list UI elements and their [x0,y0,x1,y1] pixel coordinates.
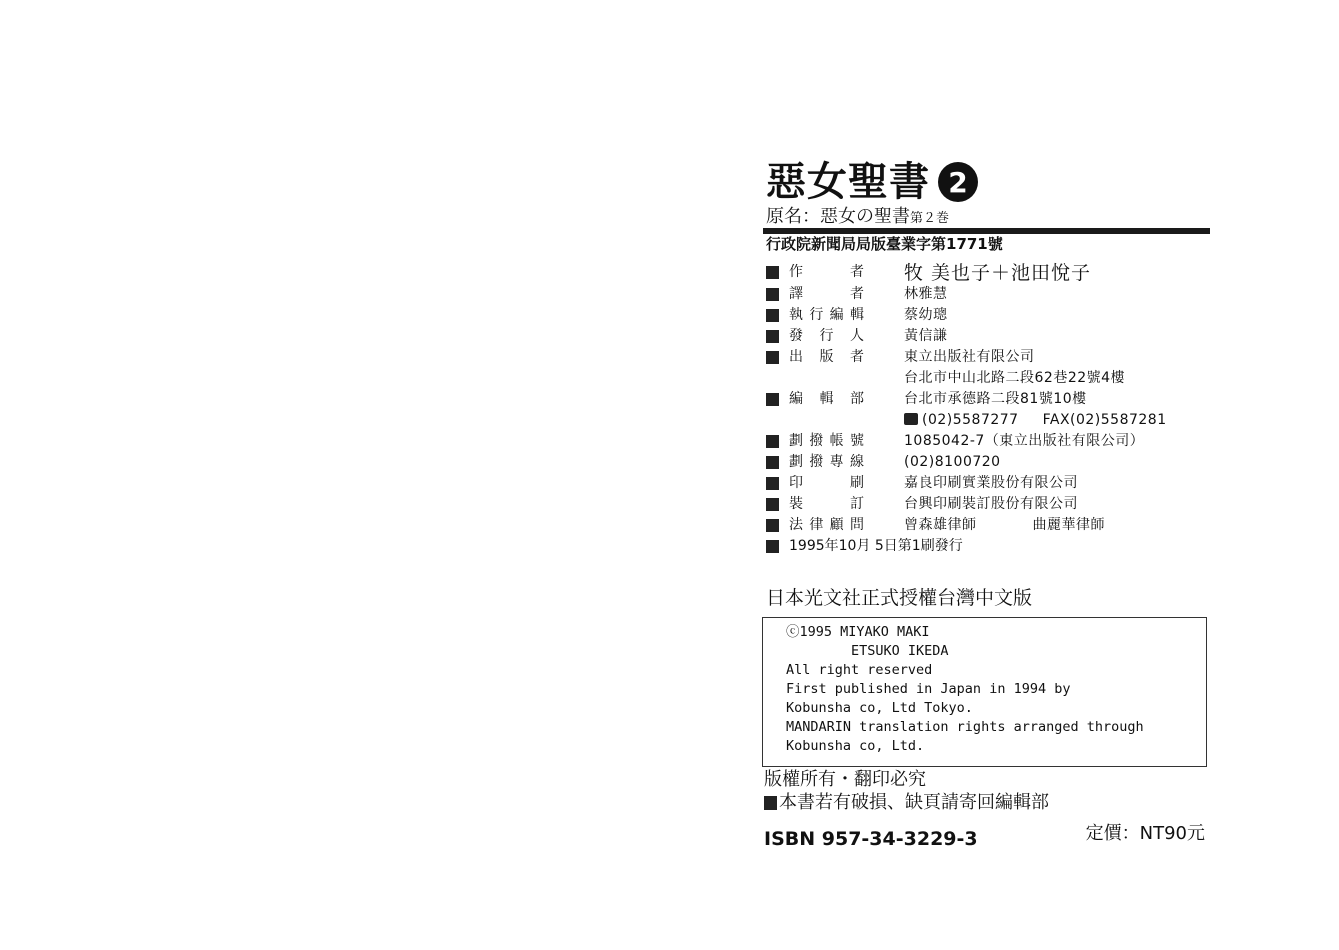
credit-row-legal-counsel [766,515,1211,536]
copyright-line: MANDARIN translation rights arranged through [786,719,1144,735]
first-print-date: 1995年10月 5日第1刷發行 [789,538,963,554]
credit-label: 執行編輯 [789,307,864,323]
credit-label: 印 刷 [789,475,864,491]
credit-value: 林雅慧 [904,286,948,302]
credit-value: 牧 美也子＋池田悅子 [904,262,1092,284]
bullet-square-icon [766,540,779,553]
lawyer-name: 曾森雄律師 [904,517,977,533]
isbn: ISBN 957-34-3229-3 [764,828,978,850]
credit-row-publisher-person [766,326,1211,347]
credit-value: 黃信謙 [904,328,948,344]
damage-notice-text: 本書若有破損、缺頁請寄回編輯部 [779,792,1049,813]
original-label: 原名： [766,206,820,227]
credit-value: 1085042-7（東立出版社有限公司） [904,433,1145,449]
bullet-square-icon [766,266,779,279]
credit-label: 作 者 [789,264,864,280]
original-volume: 第２巻 [910,211,950,226]
credit-label: 法律顧問 [789,517,864,533]
credit-label: 出版者 [789,349,864,365]
credit-row-executive-editor [766,305,1211,326]
authorization-statement: 日本光文社正式授權台灣中文版 [766,587,1033,609]
bullet-square-icon [766,477,779,490]
credit-row-printing [766,473,1211,494]
credit-value: 嘉良印刷實業股份有限公司 [904,475,1078,491]
credit-row-publisher [766,347,1211,389]
volume-badge: 2 [938,162,978,202]
credit-value: (02)8100720 [904,454,1001,470]
bullet-square-icon [764,796,777,810]
contact-line [904,410,1211,431]
bullet-square-icon [766,435,779,448]
phone-number: (02)5587277 [922,412,1019,428]
bullet-square-icon [766,498,779,511]
bullet-square-icon [766,393,779,406]
credit-label: 劃撥帳號 [789,433,864,449]
bullet-square-icon [766,351,779,364]
editorial-address: 台北市承德路二段81號10樓 [904,391,1087,407]
copyright-line: All right reserved [786,662,933,678]
credit-value: 台興印刷裝訂股份有限公司 [904,496,1078,512]
credit-row-first-print [766,536,1211,557]
bullet-square-icon [766,288,779,301]
rights-reserved: 版權所有・翻印必究 [764,769,926,790]
bullet-square-icon [766,330,779,343]
credit-row-giro-line [766,452,1211,473]
credit-value: 蔡幼璁 [904,307,948,323]
original-title-line [766,206,949,230]
credit-row-translator [766,284,1211,305]
damage-notice [764,792,1049,814]
credit-label: 發行人 [789,328,864,344]
lawyer-name: 曲麗華律師 [1032,517,1105,533]
copyright-line: Kobunsha co, Ltd Tokyo. [786,700,973,716]
credit-row-author [766,262,1211,284]
original-title: 惡女の聖書 [820,206,910,227]
credit-row-binding [766,494,1211,515]
copyright-line: Kobunsha co, Ltd. [786,738,925,754]
copyright-line: ETSUKO IKEDA [786,643,949,659]
credits-list [766,262,1211,557]
credit-label: 裝 訂 [789,496,864,512]
credit-label: 編輯部 [789,391,864,407]
publisher-address: 台北市中山北路二段62巷22號4樓 [904,370,1126,386]
telephone-icon [904,413,918,425]
price: 定價：NT90元 [1085,823,1205,844]
book-title: 惡女聖書 [766,159,930,205]
credit-row-editorial-dept [766,389,1211,431]
bullet-square-icon [766,456,779,469]
title-row [766,158,978,206]
copyright-line: First published in Japan in 1994 by [786,681,1071,697]
licence-number: 行政院新聞局局版臺業字第1771號 [766,235,1003,253]
credit-row-giro-account [766,431,1211,452]
copyright-line: ⓒ1995 MIYAKO MAKI [786,624,930,640]
credit-value: 東立出版社有限公司 [904,349,1035,365]
copyright-box [762,617,1207,767]
bullet-square-icon [766,519,779,532]
credit-label: 劃撥專線 [789,454,864,470]
credit-label: 譯 者 [789,286,864,302]
fax-number: FAX(02)5587281 [1042,412,1167,428]
bullet-square-icon [766,309,779,322]
credit-value [904,515,1211,536]
